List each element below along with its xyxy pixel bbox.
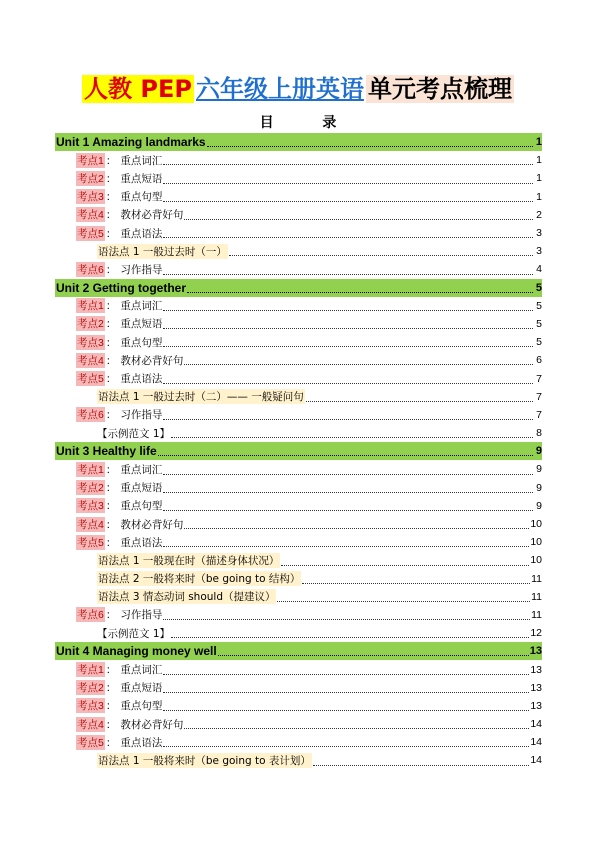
dot-leader [163,709,529,711]
kaodian-number: 5 [98,227,104,240]
kaodian-colon: ： [105,482,117,495]
toc-entry-title: 教材必背好句 [120,518,184,531]
toc-example-title: 【示例范文 1】 [97,627,171,640]
toc-page-number: 9 [536,481,542,494]
kaodian-word: 考点 [77,209,98,222]
kaodian-label [76,226,105,241]
toc-unit-row[interactable] [55,442,542,460]
toc-grammar-title: 语法点 3 情态动词 should（提建议） [98,591,276,604]
toc-unit-row[interactable] [55,642,542,660]
kaodian-number: 4 [98,354,104,367]
toc-kaodian-row[interactable] [55,369,542,387]
kaodian-colon: ： [105,700,117,713]
kaodian-number: 4 [98,209,104,222]
dot-leader [184,363,533,365]
toc-kaodian-row[interactable] [55,297,542,315]
toc-example-row[interactable] [55,424,542,442]
dot-leader [306,400,533,402]
dot-leader [163,491,533,493]
kaodian-label [76,153,105,168]
document-title [0,70,596,108]
toc-page-number: 10 [530,536,542,549]
dot-leader [163,473,533,475]
toc-entry-title: 习作指导 [120,263,163,276]
toc-page-number: 14 [530,754,542,767]
kaodian-word: 考点 [77,536,98,549]
toc-example-title: 【示例范文 1】 [97,427,171,440]
toc-unit-title: Unit 4 Managing money well [56,644,217,659]
toc-grammar-row[interactable] [55,242,542,260]
kaodian-word: 考点 [77,336,98,349]
kaodian-label [76,662,105,677]
kaodian-word: 考点 [77,482,98,495]
kaodian-word: 考点 [77,664,98,677]
kaodian-label [76,335,105,350]
kaodian-label [76,207,105,222]
kaodian-label [76,189,105,204]
toc-entry-title: 重点短语 [120,482,163,495]
kaodian-word: 考点 [77,373,98,386]
kaodian-word: 考点 [77,354,98,367]
toc-page-number: 9 [535,445,542,458]
kaodian-word: 考点 [77,682,98,695]
toc-page-number: 11 [531,590,542,603]
kaodian-label [76,680,105,695]
toc-page-number: 14 [530,718,542,731]
kaodian-number: 2 [98,482,104,495]
toc-page-number: 5 [535,281,542,294]
kaodian-label [76,535,105,550]
toc-page-number: 1 [535,136,542,149]
kaodian-number: 2 [98,682,104,695]
dot-leader [277,600,530,602]
kaodian-colon: ： [105,172,117,185]
toc-entry-title: 习作指导 [120,609,163,622]
toc-kaodian-row[interactable] [55,460,542,478]
toc-kaodian-row[interactable] [55,206,542,224]
dot-leader [302,582,530,584]
kaodian-word: 考点 [77,191,98,204]
kaodian-colon: ： [105,354,117,367]
dot-leader [163,691,529,693]
toc-example-row[interactable] [55,624,542,642]
dot-leader [163,273,533,275]
kaodian-number: 3 [98,191,104,204]
kaodian-number: 5 [98,373,104,386]
dot-leader [158,454,533,456]
toc-page-number: 1 [536,172,542,185]
kaodian-colon: ： [105,409,117,422]
kaodian-number: 1 [98,154,104,167]
toc-page-number: 13 [529,645,542,658]
kaodian-number: 5 [98,536,104,549]
kaodian-label [76,298,105,313]
kaodian-colon: ： [105,682,117,695]
toc-page-number: 7 [536,390,542,403]
dot-leader [184,727,529,729]
dot-leader [163,545,529,547]
kaodian-word: 考点 [77,700,98,713]
toc-page-number: 13 [530,663,542,676]
dot-leader [163,163,533,165]
toc-unit-title: Unit 3 Healthy life [56,444,157,459]
title-part-publisher: 人教 PEP [84,75,192,103]
kaodian-colon: ： [105,191,117,204]
kaodian-colon: ： [105,718,117,731]
kaodian-colon: ： [105,500,117,513]
toc-entry-title: 重点短语 [120,318,163,331]
toc-entry-title: 重点语法 [120,536,163,549]
kaodian-number: 6 [98,263,104,276]
kaodian-number: 6 [98,609,104,622]
toc-grammar-row[interactable] [55,551,542,569]
toc-page-number: 9 [536,463,542,476]
kaodian-label [76,480,105,495]
kaodian-number: 4 [98,518,104,531]
dot-leader [229,254,533,256]
toc-grammar-title: 语法点 2 一般将来时（be going to 结构） [98,573,301,586]
toc-kaodian-row[interactable] [55,660,542,678]
dot-leader [163,309,533,311]
dot-leader [163,618,530,620]
kaodian-number: 5 [98,736,104,749]
toc-page-number: 4 [536,263,542,276]
toc-grammar-row[interactable] [55,570,542,588]
kaodian-label [76,371,105,386]
toc-page-number: 13 [530,681,542,694]
toc-entry-title: 重点句型 [120,191,163,204]
title-part-topic: 单元考点梳理 [367,75,512,103]
dot-leader [163,345,533,347]
toc-entry-title: 重点短语 [120,682,163,695]
toc-kaodian-row[interactable] [55,515,542,533]
toc-heading: 目 录 [259,115,359,131]
toc-kaodian-row[interactable] [55,224,542,242]
toc-kaodian-row[interactable] [55,315,542,333]
kaodian-word: 考点 [77,172,98,185]
dot-leader [163,200,533,202]
kaodian-word: 考点 [77,518,98,531]
kaodian-number: 3 [98,700,104,713]
toc-grammar-row[interactable] [55,751,542,769]
toc-entry-title: 重点句型 [120,500,163,513]
kaodian-colon: ： [105,318,117,331]
toc-entry-title: 重点词汇 [120,300,163,313]
toc-unit-title: Unit 2 Getting together [56,280,186,295]
toc-kaodian-row[interactable] [55,260,542,278]
kaodian-number: 3 [98,336,104,349]
kaodian-label [76,353,105,368]
kaodian-colon: ： [105,154,117,167]
toc-page-number: 1 [536,154,542,167]
dot-leader [163,236,533,238]
toc-page-number: 5 [536,336,542,349]
kaodian-colon: ： [105,664,117,677]
kaodian-word: 考点 [77,500,98,513]
toc-kaodian-row[interactable] [55,533,542,551]
toc-entry-title: 习作指导 [120,409,163,422]
toc-page-number: 11 [531,608,542,621]
dot-leader [171,636,529,638]
toc-entry-title: 重点词汇 [120,154,163,167]
toc-entry-title: 重点句型 [120,700,163,713]
kaodian-label [76,735,105,750]
toc-unit-row[interactable] [55,279,542,297]
toc-page-number: 6 [536,354,542,367]
toc-page-number: 10 [530,554,542,567]
kaodian-colon: ： [105,300,117,313]
kaodian-number: 2 [98,318,104,331]
kaodian-label [76,717,105,732]
kaodian-colon: ： [105,263,117,276]
dot-leader [184,218,533,220]
kaodian-colon: ： [105,609,117,622]
kaodian-label [76,262,105,277]
dot-leader [163,182,533,184]
dot-leader [163,509,533,511]
kaodian-number: 4 [98,718,104,731]
toc-page-number: 11 [531,572,542,585]
toc-page-number: 13 [530,699,542,712]
toc-page-number: 7 [536,372,542,385]
toc-page-number: 2 [536,208,542,221]
toc-page-number: 1 [536,190,542,203]
toc-kaodian-row[interactable] [55,351,542,369]
kaodian-colon: ： [105,209,117,222]
kaodian-label [76,462,105,477]
toc-entry-title: 重点词汇 [120,463,163,476]
kaodian-label [76,316,105,331]
kaodian-colon: ： [105,336,117,349]
toc-unit-title: Unit 1 Amazing landmarks [56,135,206,150]
kaodian-colon: ： [105,227,117,240]
toc-entry-title: 重点语法 [120,373,163,386]
dot-leader [163,745,529,747]
toc-kaodian-row[interactable] [55,188,542,206]
toc-page-number: 7 [536,408,542,421]
toc-kaodian-row[interactable] [55,151,542,169]
toc-grammar-title: 语法点 1 一般过去时（二）—— 一般疑问句 [98,391,304,404]
toc-entry-title: 重点词汇 [120,664,163,677]
kaodian-number: 1 [98,664,104,677]
kaodian-number: 6 [98,409,104,422]
toc-grammar-title: 语法点 1 一般现在时（描述身体状况） [98,554,280,567]
toc-kaodian-row[interactable] [55,606,542,624]
kaodian-word: 考点 [77,409,98,422]
toc-entry-title: 重点句型 [120,336,163,349]
dot-leader [163,673,529,675]
toc-page-number: 3 [536,227,542,240]
dot-leader [163,418,533,420]
kaodian-word: 考点 [77,718,98,731]
toc-kaodian-row[interactable] [55,679,542,697]
toc-kaodian-row[interactable] [55,715,542,733]
kaodian-number: 2 [98,172,104,185]
toc-entry-title: 重点语法 [120,736,163,749]
toc-page-number: 9 [536,499,542,512]
toc-kaodian-row[interactable] [55,479,542,497]
kaodian-number: 1 [98,463,104,476]
kaodian-word: 考点 [77,263,98,276]
toc-kaodian-row[interactable] [55,733,542,751]
kaodian-colon: ： [105,463,117,476]
kaodian-label [76,698,105,713]
toc-kaodian-row[interactable] [55,497,542,515]
toc-grammar-row[interactable] [55,388,542,406]
toc-kaodian-row[interactable] [55,169,542,187]
title-part-grade: 六年级上册英语 [195,75,364,103]
toc-grammar-row[interactable] [55,588,542,606]
table-of-contents [55,133,542,770]
kaodian-word: 考点 [77,227,98,240]
toc-kaodian-row[interactable] [55,697,542,715]
kaodian-number: 1 [98,300,104,313]
toc-page-number: 12 [530,627,542,640]
kaodian-word: 考点 [77,736,98,749]
kaodian-label [76,607,105,622]
toc-page-number: 5 [536,299,542,312]
dot-leader [207,145,533,147]
toc-grammar-title: 语法点 1 一般将来时（be going to 表计划） [98,754,311,767]
kaodian-colon: ： [105,518,117,531]
kaodian-number: 3 [98,500,104,513]
toc-page-number: 5 [536,317,542,330]
kaodian-label [76,517,105,532]
toc-grammar-title: 语法点 1 一般过去时（一） [98,245,227,258]
kaodian-label [76,498,105,513]
toc-entry-title: 教材必背好句 [120,718,184,731]
toc-page-number: 8 [536,427,542,440]
kaodian-colon: ： [105,536,117,549]
kaodian-word: 考点 [77,463,98,476]
dot-leader [163,327,533,329]
toc-page-number: 14 [530,736,542,749]
toc-kaodian-row[interactable] [55,333,542,351]
toc-unit-row[interactable] [55,133,542,151]
toc-page-number: 10 [530,518,542,531]
dot-leader [218,654,529,656]
dot-leader [313,764,529,766]
kaodian-word: 考点 [77,609,98,622]
toc-entry-title: 教材必背好句 [120,354,184,367]
dot-leader [171,436,533,438]
kaodian-label [76,407,105,422]
toc-entry-title: 重点短语 [120,172,163,185]
kaodian-colon: ： [105,736,117,749]
dot-leader [187,291,533,293]
dot-leader [281,564,529,566]
kaodian-word: 考点 [77,300,98,313]
dot-leader [184,527,529,529]
dot-leader [163,382,533,384]
toc-kaodian-row[interactable] [55,406,542,424]
toc-page-number: 3 [536,245,542,258]
toc-entry-title: 教材必背好句 [120,209,184,222]
kaodian-word: 考点 [77,154,98,167]
kaodian-label [76,171,105,186]
toc-entry-title: 重点语法 [120,227,163,240]
kaodian-colon: ： [105,373,117,386]
kaodian-word: 考点 [77,318,98,331]
